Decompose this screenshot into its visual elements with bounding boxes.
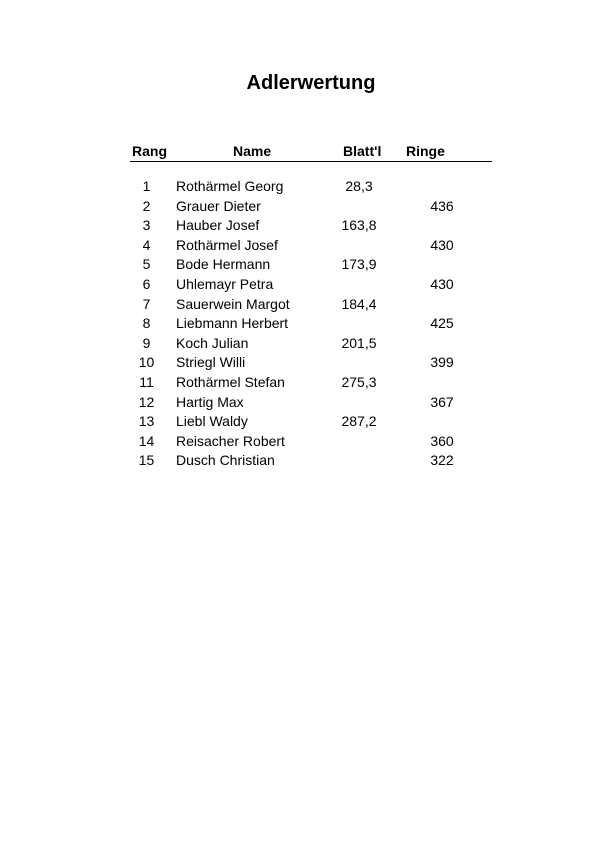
- name-cell: Rothärmel Stefan: [176, 373, 285, 390]
- table-row: [0, 295, 600, 315]
- results-table-body: [0, 177, 600, 471]
- ringe-cell: 399: [430, 354, 454, 371]
- name-cell: Liebmann Herbert: [176, 315, 289, 332]
- name-cell: Hartig Max: [176, 393, 244, 410]
- table-row: [0, 197, 600, 217]
- rank-cell: 5: [142, 256, 151, 273]
- column-header-ringe: Ringe: [406, 143, 445, 159]
- rank-cell: 2: [142, 197, 151, 214]
- ringe-cell: 322: [430, 452, 454, 469]
- blatt-cell: 287,2: [341, 413, 377, 430]
- table-row: [0, 177, 600, 197]
- table-row: [0, 393, 600, 413]
- blatt-cell: 28,3: [345, 178, 373, 194]
- table-header: [130, 143, 492, 162]
- table-row: [0, 412, 600, 432]
- blatt-cell: 163,8: [341, 217, 377, 234]
- name-cell: Reisacher Robert: [176, 432, 285, 449]
- table-row: [0, 216, 600, 236]
- rank-cell: 11: [139, 373, 154, 390]
- table-row: [0, 314, 600, 334]
- name-cell: Dusch Christian: [176, 452, 275, 469]
- ringe-cell: 430: [430, 275, 454, 292]
- name-cell: Liebl Waldy: [176, 413, 248, 430]
- rank-cell: 9: [142, 334, 151, 351]
- table-row: [0, 334, 600, 354]
- table-row: [0, 353, 600, 373]
- name-cell: Rothärmel Georg: [176, 178, 284, 194]
- ringe-cell: 430: [430, 236, 454, 253]
- blatt-cell: 184,4: [341, 295, 377, 312]
- ringe-cell: 436: [430, 197, 454, 214]
- table-row: [0, 255, 600, 275]
- name-cell: Grauer Dieter: [176, 197, 261, 214]
- name-cell: Uhlemayr Petra: [176, 275, 274, 292]
- table-row: [0, 451, 600, 471]
- column-header-rang: Rang: [132, 143, 167, 159]
- name-cell: Sauerwein Margot: [176, 295, 290, 312]
- rank-cell: 4: [142, 236, 151, 253]
- rank-cell: 1: [142, 178, 151, 194]
- blatt-cell: 173,9: [341, 256, 377, 273]
- name-cell: Striegl Willi: [176, 354, 246, 371]
- table-row: [0, 236, 600, 256]
- table-row: [0, 373, 600, 393]
- table-row: [0, 275, 600, 295]
- table-row: [0, 432, 600, 452]
- rank-cell: 12: [138, 393, 155, 410]
- rank-cell: 6: [142, 275, 151, 292]
- name-cell: Koch Julian: [176, 334, 249, 351]
- rank-cell: 7: [142, 295, 151, 312]
- blatt-cell: 275,3: [341, 373, 377, 390]
- rank-cell: 13: [138, 413, 155, 430]
- ringe-cell: 360: [430, 432, 454, 449]
- name-cell: Bode Hermann: [176, 256, 271, 273]
- name-cell: Hauber Josef: [176, 217, 260, 234]
- rank-cell: 8: [142, 315, 151, 332]
- column-header-name: Name: [233, 143, 272, 159]
- rank-cell: 10: [138, 354, 155, 371]
- blatt-cell: 201,5: [341, 334, 377, 351]
- ringe-cell: 425: [430, 315, 454, 332]
- rank-cell: 3: [142, 217, 151, 234]
- page-title: Adlerwertung: [246, 72, 376, 94]
- column-header-blatt: Blatt'l: [343, 143, 382, 159]
- rank-cell: 14: [138, 432, 155, 449]
- rank-cell: 15: [138, 452, 155, 469]
- name-cell: Rothärmel Josef: [176, 236, 278, 253]
- ringe-cell: 367: [430, 393, 454, 410]
